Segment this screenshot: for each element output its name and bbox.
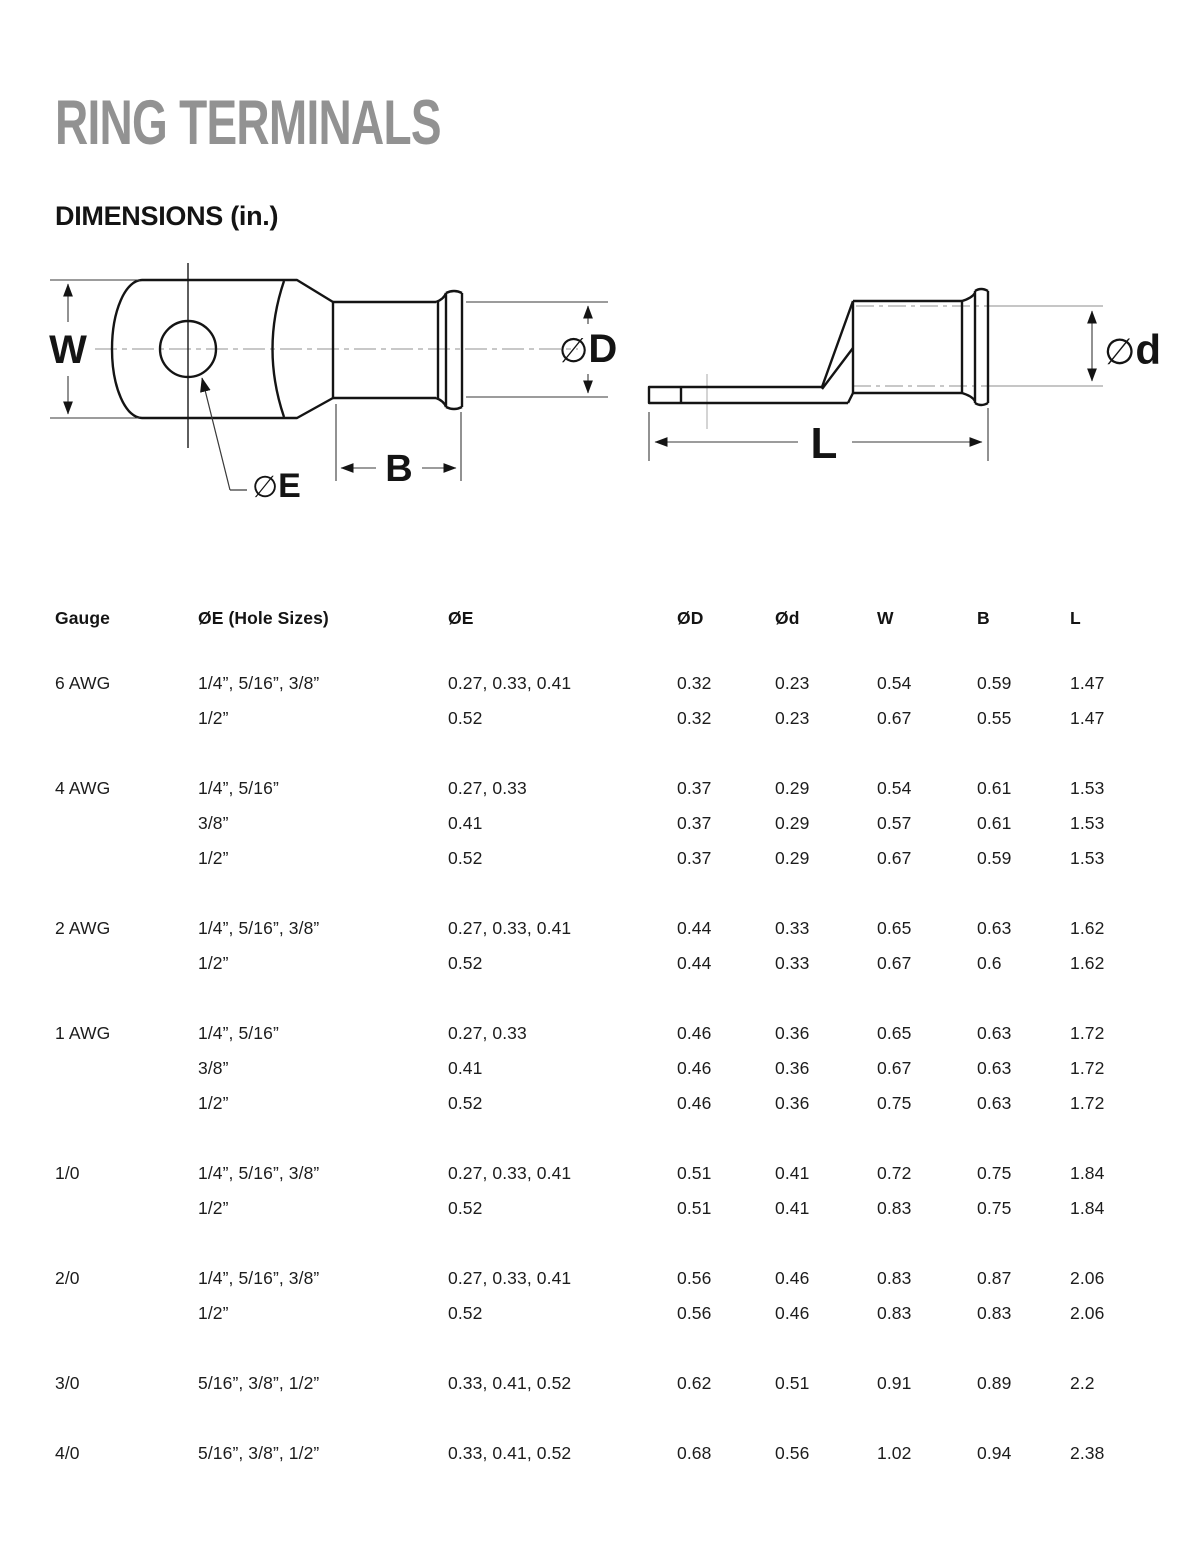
- table-group: [0, 917, 1200, 987]
- length-cell: 1.62: [1070, 953, 1105, 973]
- inner-diameter-cell: 0.23: [775, 708, 810, 728]
- gauge-cell: 6 AWG: [55, 673, 111, 693]
- front-view: [49, 263, 617, 505]
- barrel-cell: 0.63: [977, 1058, 1012, 1078]
- barrel-cell: 0.94: [977, 1443, 1012, 1463]
- table-group: [0, 1442, 1200, 1477]
- table-row: [0, 1302, 1200, 1337]
- e-diameter-cell: 0.52: [448, 1198, 483, 1218]
- inner-diameter-cell: 0.51: [775, 1373, 810, 1393]
- width-cell: 0.67: [877, 1058, 912, 1078]
- table-group: [0, 1022, 1200, 1127]
- hole-sizes-cell: 1/2”: [198, 848, 229, 868]
- hole-sizes-cell: 5/16”, 3/8”, 1/2”: [198, 1443, 320, 1463]
- barrel-outline: [853, 301, 962, 393]
- width-cell: 0.67: [877, 848, 912, 868]
- dimension-diagrams: [0, 245, 1200, 525]
- table-row: [0, 1092, 1200, 1127]
- outer-diameter-cell: 0.62: [677, 1373, 712, 1393]
- length-cell: 1.84: [1070, 1163, 1105, 1183]
- length-cell: 1.47: [1070, 673, 1105, 693]
- hole-sizes-cell: 3/8”: [198, 813, 229, 833]
- inner-diameter-cell: 0.29: [775, 778, 810, 798]
- e-diameter-cell: 0.27, 0.33: [448, 1023, 527, 1043]
- table-row: [0, 1372, 1200, 1407]
- table-group: [0, 1267, 1200, 1337]
- length-cell: 1.72: [1070, 1023, 1105, 1043]
- e-diameter-cell: 0.27, 0.33, 0.41: [448, 918, 572, 938]
- barrel-cell: 0.87: [977, 1268, 1012, 1288]
- length-cell: 1.53: [1070, 778, 1105, 798]
- e-diameter-cell: 0.27, 0.33, 0.41: [448, 673, 572, 693]
- outer-diameter-cell: 0.56: [677, 1268, 712, 1288]
- header-e-diameter: ØE: [448, 608, 474, 628]
- hole-size-callout: [202, 378, 301, 505]
- table-row: [0, 917, 1200, 952]
- inner-diameter-cell: 0.29: [775, 813, 810, 833]
- outer-diameter-cell: 0.56: [677, 1303, 712, 1323]
- hole-sizes-cell: 5/16”, 3/8”, 1/2”: [198, 1373, 320, 1393]
- width-cell: 1.02: [877, 1443, 912, 1463]
- hole-sizes-cell: 1/4”, 5/16”: [198, 778, 279, 798]
- gauge-cell: [55, 707, 198, 742]
- width-cell: 0.67: [877, 708, 912, 728]
- header-outer-diameter: ØD: [677, 608, 704, 628]
- barrel-length-dimension: [336, 404, 461, 490]
- outer-diameter-cell: 0.51: [677, 1198, 712, 1218]
- e-diameter-cell: 0.33, 0.41, 0.52: [448, 1443, 572, 1463]
- length-label: L: [810, 419, 838, 468]
- hole-sizes-cell: 1/4”, 5/16”, 3/8”: [198, 673, 320, 693]
- e-diameter-cell: 0.27, 0.33, 0.41: [448, 1268, 572, 1288]
- header-hole-sizes: ØE (Hole Sizes): [198, 608, 329, 628]
- hole-sizes-cell: 1/2”: [198, 1303, 229, 1323]
- hole-size-label: ∅E: [252, 467, 301, 505]
- length-cell: 1.53: [1070, 813, 1105, 833]
- inner-diameter-dimension: [1092, 311, 1161, 381]
- inner-diameter-cell: 0.46: [775, 1303, 810, 1323]
- outer-diameter-cell: 0.51: [677, 1163, 712, 1183]
- barrel-cell: 0.75: [977, 1198, 1012, 1218]
- width-cell: 0.72: [877, 1163, 912, 1183]
- inner-diameter-cell: 0.29: [775, 848, 810, 868]
- gauge-cell: [55, 1057, 198, 1092]
- e-diameter-cell: 0.27, 0.33, 0.41: [448, 1163, 572, 1183]
- hole-sizes-cell: 1/4”, 5/16”, 3/8”: [198, 1268, 320, 1288]
- barrel-cell: 0.75: [977, 1163, 1012, 1183]
- table-row: [0, 707, 1200, 742]
- length-cell: 1.53: [1070, 848, 1105, 868]
- width-cell: 0.75: [877, 1093, 912, 1113]
- barrel-cell: 0.6: [977, 953, 1002, 973]
- transition-outline: [822, 301, 853, 403]
- table-row: [0, 952, 1200, 987]
- spec-table-body: [0, 672, 1200, 1477]
- e-diameter-cell: 0.27, 0.33: [448, 778, 527, 798]
- outer-diameter-cell: 0.32: [677, 673, 712, 693]
- gauge-cell: 4 AWG: [55, 778, 111, 798]
- hole-sizes-cell: 3/8”: [198, 1058, 229, 1078]
- inner-diameter-cell: 0.33: [775, 918, 810, 938]
- length-dimension: [649, 408, 988, 468]
- inner-diameter-cell: 0.36: [775, 1023, 810, 1043]
- length-cell: 2.06: [1070, 1303, 1105, 1323]
- barrel-cell: 0.59: [977, 673, 1012, 693]
- table-row: [0, 1267, 1200, 1302]
- barrel-outline: [333, 302, 438, 398]
- table-group: [0, 672, 1200, 742]
- length-cell: 1.62: [1070, 918, 1105, 938]
- width-cell: 0.83: [877, 1303, 912, 1323]
- outer-diameter-cell: 0.46: [677, 1058, 712, 1078]
- e-diameter-cell: 0.52: [448, 708, 483, 728]
- barrel-length-label: B: [385, 448, 413, 490]
- gauge-cell: [55, 952, 198, 987]
- table-row: [0, 847, 1200, 882]
- inner-diameter-cell: 0.36: [775, 1058, 810, 1078]
- table-row: [0, 1442, 1200, 1477]
- e-diameter-cell: 0.52: [448, 953, 483, 973]
- page-title: RING TERMINALS: [55, 88, 441, 158]
- barrel-cell: 0.63: [977, 1023, 1012, 1043]
- header-barrel: B: [977, 608, 990, 628]
- e-diameter-cell: 0.41: [448, 1058, 483, 1078]
- table-row: [0, 1022, 1200, 1057]
- gauge-cell: [55, 847, 198, 882]
- inner-diameter-label: ∅d: [1104, 326, 1162, 373]
- outer-diameter-cell: 0.37: [677, 848, 712, 868]
- barrel-cell: 0.63: [977, 1093, 1012, 1113]
- spec-table: [0, 600, 1200, 1477]
- table-group: [0, 777, 1200, 882]
- gauge-cell: 2 AWG: [55, 918, 111, 938]
- hole-sizes-cell: 1/2”: [198, 953, 229, 973]
- outer-diameter-cell: 0.32: [677, 708, 712, 728]
- leader-line: [202, 378, 230, 490]
- width-cell: 0.67: [877, 953, 912, 973]
- length-cell: 2.06: [1070, 1268, 1105, 1288]
- hole-sizes-cell: 1/4”, 5/16”, 3/8”: [198, 918, 320, 938]
- flare-rim: [446, 291, 462, 409]
- hole-sizes-cell: 1/4”, 5/16”, 3/8”: [198, 1163, 320, 1183]
- e-diameter-cell: 0.52: [448, 1093, 483, 1113]
- width-cell: 0.83: [877, 1268, 912, 1288]
- barrel-cell: 0.61: [977, 813, 1012, 833]
- table-row: [0, 777, 1200, 812]
- outer-diameter-cell: 0.46: [677, 1093, 712, 1113]
- length-cell: 1.47: [1070, 708, 1105, 728]
- gauge-cell: 1 AWG: [55, 1023, 111, 1043]
- inner-diameter-cell: 0.41: [775, 1163, 810, 1183]
- barrel-cell: 0.89: [977, 1373, 1012, 1393]
- outer-diameter-cell: 0.37: [677, 778, 712, 798]
- hole-sizes-cell: 1/2”: [198, 1093, 229, 1113]
- gauge-cell: 2/0: [55, 1268, 80, 1288]
- inner-diameter-cell: 0.46: [775, 1268, 810, 1288]
- gauge-cell: [55, 1197, 198, 1232]
- gauge-cell: 3/0: [55, 1373, 80, 1393]
- inner-diameter-cell: 0.23: [775, 673, 810, 693]
- length-cell: 2.38: [1070, 1443, 1105, 1463]
- gauge-cell: [55, 812, 198, 847]
- barrel-cell: 0.61: [977, 778, 1012, 798]
- table-row: [0, 812, 1200, 847]
- e-diameter-cell: 0.52: [448, 1303, 483, 1323]
- width-cell: 0.83: [877, 1198, 912, 1218]
- gauge-cell: [55, 1302, 198, 1337]
- length-cell: 2.2: [1070, 1373, 1095, 1393]
- width-cell: 0.57: [877, 813, 912, 833]
- length-cell: 1.72: [1070, 1058, 1105, 1078]
- gauge-cell: 1/0: [55, 1163, 80, 1183]
- w-dimension-label: W: [49, 328, 87, 372]
- tongue-outline: [649, 387, 848, 403]
- length-cell: 1.72: [1070, 1093, 1105, 1113]
- barrel-cell: 0.63: [977, 918, 1012, 938]
- table-group: [0, 1162, 1200, 1232]
- e-diameter-cell: 0.33, 0.41, 0.52: [448, 1373, 572, 1393]
- e-diameter-cell: 0.41: [448, 813, 483, 833]
- table-row: [0, 1057, 1200, 1092]
- inner-diameter-cell: 0.41: [775, 1198, 810, 1218]
- outer-diameter-cell: 0.37: [677, 813, 712, 833]
- e-diameter-cell: 0.52: [448, 848, 483, 868]
- outer-diameter-cell: 0.46: [677, 1023, 712, 1043]
- outer-diameter-cell: 0.44: [677, 953, 712, 973]
- outer-diameter-cell: 0.68: [677, 1443, 712, 1463]
- gauge-cell: 4/0: [55, 1443, 80, 1463]
- width-cell: 0.54: [877, 778, 912, 798]
- flare-neck: [962, 293, 975, 401]
- barrel-cell: 0.59: [977, 848, 1012, 868]
- inner-diameter-cell: 0.33: [775, 953, 810, 973]
- hole-sizes-cell: 1/2”: [198, 1198, 229, 1218]
- inner-diameter-cell: 0.56: [775, 1443, 810, 1463]
- table-group: [0, 1372, 1200, 1407]
- width-cell: 0.65: [877, 918, 912, 938]
- barrel-cell: 0.55: [977, 708, 1012, 728]
- outer-diameter-label: ∅D: [558, 327, 618, 371]
- hole-sizes-cell: 1/4”, 5/16”: [198, 1023, 279, 1043]
- barrel-cell: 0.83: [977, 1303, 1012, 1323]
- inner-diameter-cell: 0.36: [775, 1093, 810, 1113]
- header-length: L: [1070, 608, 1081, 628]
- section-heading: DIMENSIONS (in.): [55, 201, 279, 231]
- hole-sizes-cell: 1/2”: [198, 708, 229, 728]
- width-cell: 0.65: [877, 1023, 912, 1043]
- length-cell: 1.84: [1070, 1198, 1105, 1218]
- width-cell: 0.54: [877, 673, 912, 693]
- header-width: W: [877, 608, 894, 628]
- table-row: [0, 1162, 1200, 1197]
- table-row: [0, 1197, 1200, 1232]
- side-view: [649, 289, 1161, 468]
- gauge-cell: [55, 1092, 198, 1127]
- table-header-row: [0, 607, 1200, 637]
- outer-diameter-cell: 0.44: [677, 918, 712, 938]
- header-inner-diameter: Ød: [775, 608, 800, 628]
- width-cell: 0.91: [877, 1373, 912, 1393]
- table-row: [0, 672, 1200, 707]
- header-gauge: Gauge: [55, 608, 110, 628]
